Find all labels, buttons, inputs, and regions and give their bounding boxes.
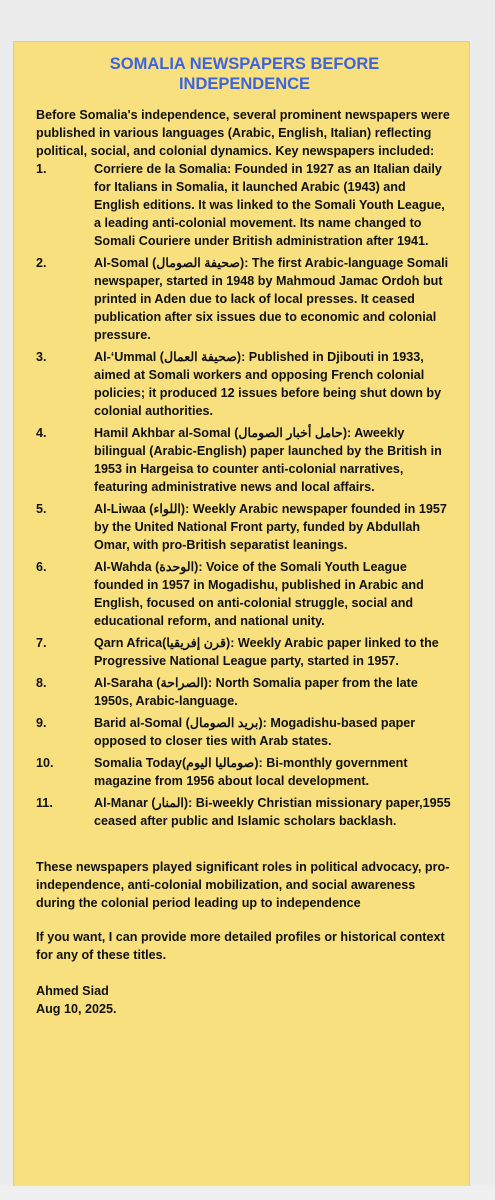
signature-block xyxy=(36,982,453,1018)
list-item xyxy=(36,254,453,344)
closing-paragraph: These newspapers played significant roles in political advocacy, pro-independence, anti-colonial mobilization, and social awareness during the colonial period leading up to independence xyxy=(36,860,450,910)
item-number: 4. xyxy=(36,426,47,440)
list-item xyxy=(36,424,453,496)
list-item xyxy=(36,160,453,250)
title-line-2: INDEPENDENCE xyxy=(178,75,311,93)
item-number: 5. xyxy=(36,502,47,516)
author-name: Ahmed Siad xyxy=(36,984,109,998)
item-text: Al-Saraha (الصراحة): North Somalia paper from the late 1950s, Arabic-language. xyxy=(94,676,418,708)
list-item xyxy=(36,714,453,750)
list-item xyxy=(36,794,453,830)
item-text: Hamil Akhbar al-Somal (حامل أخبار الصومال): Aweekly bilingual (Arabic-English) paper launched by the British in 1953 in Hargeisa to counter anti-colonial narratives, featuring administrative news and local affairs. xyxy=(94,426,442,494)
list-item xyxy=(36,348,453,420)
offer-paragraph: If you want, I can provide more detailed profiles or historical context for any of these titles. xyxy=(36,930,445,962)
item-number: 3. xyxy=(36,350,47,364)
item-text: Al-‘Ummal (صحيفة العمال): Published in Djibouti in 1933, aimed at Somali workers and opposing French colonial policies; it produced 12 issues before being shut down by colonial authorities. xyxy=(94,350,442,418)
item-number: 10. xyxy=(36,756,54,770)
item-text: Al-Somal (صحيفة الصومال): The first Arabic-language Somali newspaper, started in 1948 by Mahmoud Jamac Ordoh but printed in Aden due to lack of local presses. It ceased publication after six issues due to economic and colonial pressure. xyxy=(94,256,449,342)
item-text: Al-Liwaa (اللواء): Weekly Arabic newspaper founded in 1957 by the United National Front party, funded by Abdullah Omar, with pro-British separatist leanings. xyxy=(94,502,447,552)
bottom-strip xyxy=(0,1186,495,1200)
item-number: 1. xyxy=(36,162,47,176)
item-number: 8. xyxy=(36,676,47,690)
item-number: 2. xyxy=(36,256,47,270)
item-text: Al-Manar (المنار): Bi-weekly Christian missionary paper,1955 ceased after public and Islamic scholars backlash. xyxy=(94,796,451,828)
item-text: Qarn Africa(قرن إفريقيا): Weekly Arabic paper linked to the Progressive National League party, started in 1957. xyxy=(94,636,439,668)
document-card xyxy=(14,42,469,1186)
item-text: Al-Wahda (الوحدة): Voice of the Somali Youth League founded in 1957 in Mogadishu, published in Arabic and English, focused on anti-colonial struggle, social and educational reform, and national unity. xyxy=(94,560,424,628)
item-number: 7. xyxy=(36,636,47,650)
item-text: Corriere de la Somalia: Founded in 1927 as an Italian daily for Italians in Somalia, it launched Arabic (1943) and English editions. It was linked to the Somali Youth League, a leading anti-colonial movement. Its name changed to Somali Couriere under British administration after 1941. xyxy=(94,162,445,248)
document-body xyxy=(36,106,453,1018)
post-date: Aug 10, 2025. xyxy=(36,1002,117,1016)
list-item xyxy=(36,500,453,554)
title-line-1: SOMALIA NEWSPAPERS BEFORE xyxy=(109,55,380,73)
item-number: 6. xyxy=(36,560,47,574)
item-number: 9. xyxy=(36,716,47,730)
list-item xyxy=(36,634,453,670)
list-item xyxy=(36,558,453,630)
item-text: Somalia Today(صوماليا اليوم): Bi-monthly government magazine from 1956 about local development. xyxy=(94,756,408,788)
list-item xyxy=(36,754,453,790)
intro-paragraph: Before Somalia's independence, several prominent newspapers were published in various languages (Arabic, English, Italian) reflecting political, social, and colonial dynamics. Key newspapers included: xyxy=(36,108,450,158)
document-title xyxy=(36,54,453,94)
newspaper-list xyxy=(36,160,453,830)
list-item xyxy=(36,674,453,710)
item-text: Barid al-Somal (بريد الصومال): Mogadishu-based paper opposed to closer ties with Arab states. xyxy=(94,716,416,748)
item-number: 11. xyxy=(36,796,53,810)
